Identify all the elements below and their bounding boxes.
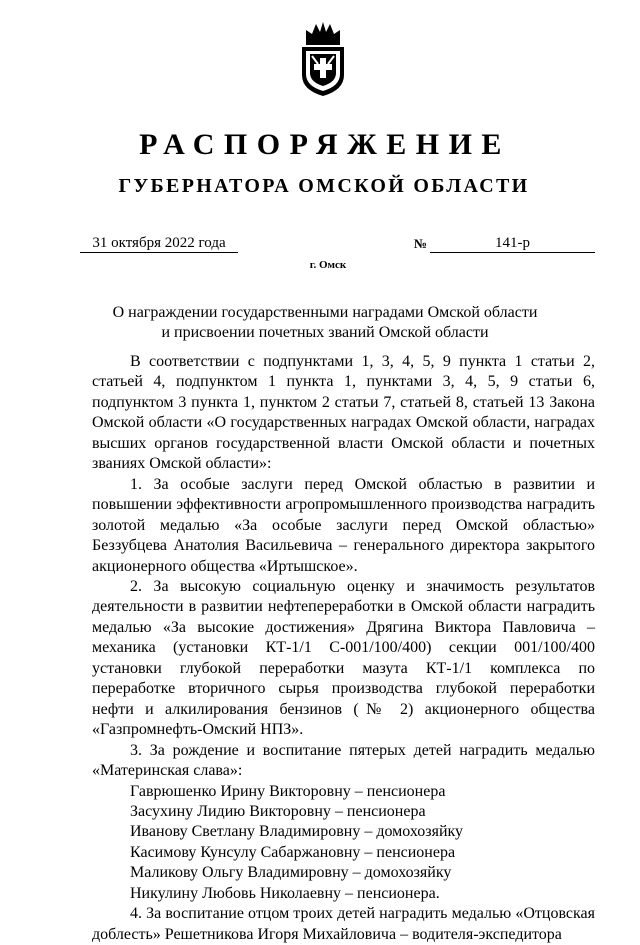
awardee-name: Касимову Кунсулу Сабаржановну – пенсионера [130, 843, 456, 861]
awardee-name: Маликову Ольгу Владимировну – домохозяйку [130, 864, 452, 882]
document-number: 141-р [430, 234, 595, 253]
item-2-paragraph: 2. За высокую социальную оценку и значимость результатов деятельности в развитии нефтепереработки в Омской области наградить медалью «За высокие достижения» Дрягина Виктора Павловича – механика (установки КТ-1/1 С-001/100/400) секции 001/100/400 установки глубокой переработки мазута КТ-1/1 комплекса по переработке вторичного сырья производства глубокой переработки нефти и алкилирования бензинов (№ 2) акционерного общества «Газпромнефть-Омский НПЗ». [92, 577, 595, 739]
item-1-paragraph: 1. За особые заслуги перед Омской областью в развитии и повышении эффективности агропромышленного производства наградить золотой медалью «За особые заслуги перед Омской областью» Беззубцева Анатолия Васильевича – генерального директора закрытого акционерного общества «Иртышское». [92, 475, 595, 575]
subject-line-2: и присвоении почетных званий Омской области [161, 324, 489, 341]
document-subtitle: ГУБЕРНАТОРА ОМСКОЙ ОБЛАСТИ [118, 175, 530, 197]
awardee-name: Никулину Любовь Николаевну – пенсионера. [130, 884, 440, 902]
awardee-name: Засухину Лидию Викторовну – пенсионера [130, 802, 426, 820]
awardee-name: Иванову Светлану Владимировну – домохозяйку [130, 823, 464, 841]
subject-line-1: О награждении государственными наградами Омской области [112, 304, 538, 321]
item-3-paragraph: 3. За рождение и воспитание пятерых детей наградить медалью «Материнская слава»: [92, 741, 595, 780]
number-sign: № [414, 236, 428, 251]
omsk-coat-of-arms-icon [298, 20, 348, 98]
document-subject [90, 303, 560, 343]
item-4-paragraph: 4. За воспитание отцом троих детей наградить медалью «Отцовская доблесть» Решетникова Игоря Михайловича – водителя-экспедитора [92, 905, 595, 943]
document-body [92, 352, 595, 945]
intro-paragraph: В соответствии с подпунктами 1, 3, 4, 5, 9 пункта 1 статьи 2, статьей 4, подпунктом 1 пункта 1, пунктами 3, 4, 5, 9 статьи 6, подпунктом 3 пункта 1, пунктом 2 статьи 7, статьей 8, статьей 13 Закона Омской области «О государственных наградах Омской области, наградах высших органов государственной власти Омской области и почетных званиях Омской области»: [92, 353, 595, 473]
document-date: 31 октября 2022 года [80, 234, 238, 253]
document-city: г. Омск [309, 259, 347, 271]
awardee-name: Гаврюшенко Ирину Викторовну – пенсионера [130, 782, 446, 800]
document-title: РАСПОРЯЖЕНИЕ [139, 128, 511, 161]
